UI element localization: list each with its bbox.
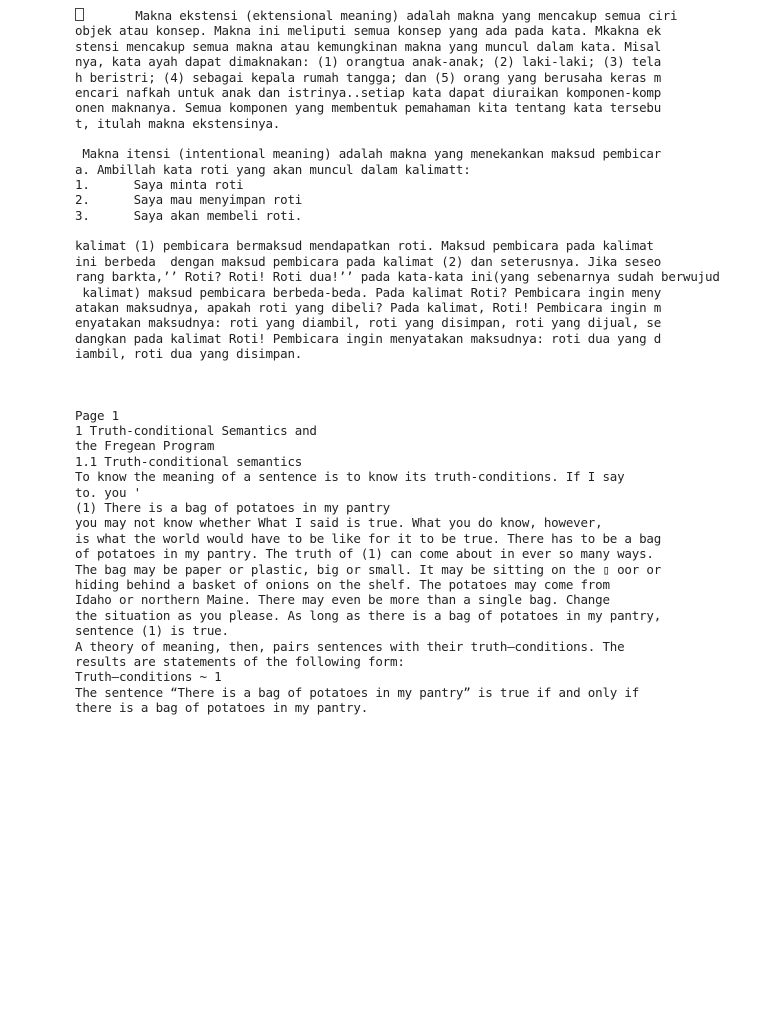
text-line: t, itulah makna ekstensinya. bbox=[75, 115, 281, 131]
first-line: Makna ekstensi (ektensional meaning) adalah makna yang mencakup semua ciri bbox=[75, 8, 765, 23]
text-line: there is a bag of potatoes in my pantry. bbox=[75, 700, 369, 716]
text-line: Idaho or northern Maine. There may even be more than a single bag. Change bbox=[75, 592, 610, 608]
text-line: enyatakan maksudnya: roti yang diambil, roti yang disimpan, roti yang dijual, se bbox=[75, 315, 662, 331]
paragraph-gap bbox=[75, 223, 765, 238]
list-item: 1. Saya minta roti bbox=[75, 177, 244, 193]
text-line: rang barkta,’’ Roti? Roti! Roti dua!’’ pada kata-kata ini(yang sebenarnya sudah berwujud bbox=[75, 269, 720, 285]
text-line: Makna itensi (intentional meaning) adalah makna yang menekankan maksud pembicar bbox=[75, 146, 662, 162]
text-line: nya, kata ayah dapat dimaknakan: (1) orangtua anak-anak; (2) laki-laki; (3) tela bbox=[75, 54, 662, 70]
section-title: 1 Truth-conditional Semantics and bbox=[75, 422, 317, 438]
subsection-title: 1.1 Truth-conditional semantics bbox=[75, 453, 303, 469]
text-line: A theory of meaning, then, pairs sentences with their truth—conditions. The bbox=[75, 638, 625, 654]
text-line: h beristri; (4) sebagai kepala rumah tangga; dan (5) orang yang berusaha keras m bbox=[75, 69, 662, 85]
text-line: atakan maksudnya, apakah roti yang dibeli? Pada kalimat, Roti! Pembicara ingin m bbox=[75, 299, 662, 315]
text-line: encari nafkah untuk anak dan istrinya..setiap kata dapat diuraikan komponen-komp bbox=[75, 85, 662, 101]
text-line: kalimat (1) pembicara bermaksud mendapatkan roti. Maksud pembicara pada kalimat bbox=[75, 238, 654, 254]
text-line: of potatoes in my pantry. The truth of (1) can come about in ever so many ways. bbox=[75, 546, 654, 562]
text-line: dangkan pada kalimat Roti! Pembicara ingin menyatakan maksudnya: roti dua yang d bbox=[75, 330, 662, 346]
text-line: The sentence “There is a bag of potatoes in my pantry” is true if and only if bbox=[75, 684, 640, 700]
section-gap bbox=[75, 362, 765, 408]
paragraph-gap bbox=[75, 131, 765, 146]
text-line: onen maknanya. Semua komponen yang membentuk pemahaman kita tentang kata tersebu bbox=[75, 100, 662, 116]
text-line: Truth—conditions ~ 1 bbox=[75, 669, 222, 685]
page-label: Page 1 bbox=[75, 407, 119, 423]
text-line: objek atau konsep. Makna ini meliputi semua konsep yang ada pada kata. Mkakna ek bbox=[75, 23, 662, 39]
text-line: sentence (1) is true. bbox=[75, 623, 229, 639]
text-line: iambil, roti dua yang disimpan. bbox=[75, 346, 303, 362]
missing-glyph-icon bbox=[75, 8, 84, 21]
text-line: The bag may be paper or plastic, big or small. It may be sitting on the ▯ oor or bbox=[75, 561, 662, 577]
text-line: is what the world would have to be like for it to be true. There has to be a bag bbox=[75, 530, 662, 546]
list-item: 3. Saya akan membeli roti. bbox=[75, 207, 303, 223]
text-line: stensi mencakup semua makna atau kemungkinan makna yang muncul dalam kata. Misal bbox=[75, 38, 662, 54]
text-line: ini berbeda dengan maksud pembicara pada kalimat (2) dan seterusnya. Jika seseo bbox=[75, 253, 662, 269]
example-sentence: (1) There is a bag of potatoes in my pantry bbox=[75, 499, 391, 515]
text-line: kalimat) maksud pembicara berbeda-beda. Pada kalimat Roti? Pembicara ingin meny bbox=[75, 284, 662, 300]
text-line: to. you ' bbox=[75, 484, 141, 500]
text-line: a. Ambillah kata roti yang akan muncul dalam kalimatt: bbox=[75, 161, 471, 177]
text-line: To know the meaning of a sentence is to know its truth-conditions. If I say bbox=[75, 469, 625, 485]
list-item: 2. Saya mau menyimpan roti bbox=[75, 192, 303, 208]
document-page bbox=[75, 8, 765, 716]
text-line: results are statements of the following form: bbox=[75, 654, 405, 670]
text-line: the situation as you please. As long as there is a bag of potatoes in my pantry, bbox=[75, 607, 662, 623]
text-line: hiding behind a basket of onions on the shelf. The potatoes may come from bbox=[75, 577, 610, 592]
section-title: the Fregean Program bbox=[75, 438, 215, 454]
text-line: you may not know whether What I said is true. What you do know, however, bbox=[75, 515, 603, 531]
